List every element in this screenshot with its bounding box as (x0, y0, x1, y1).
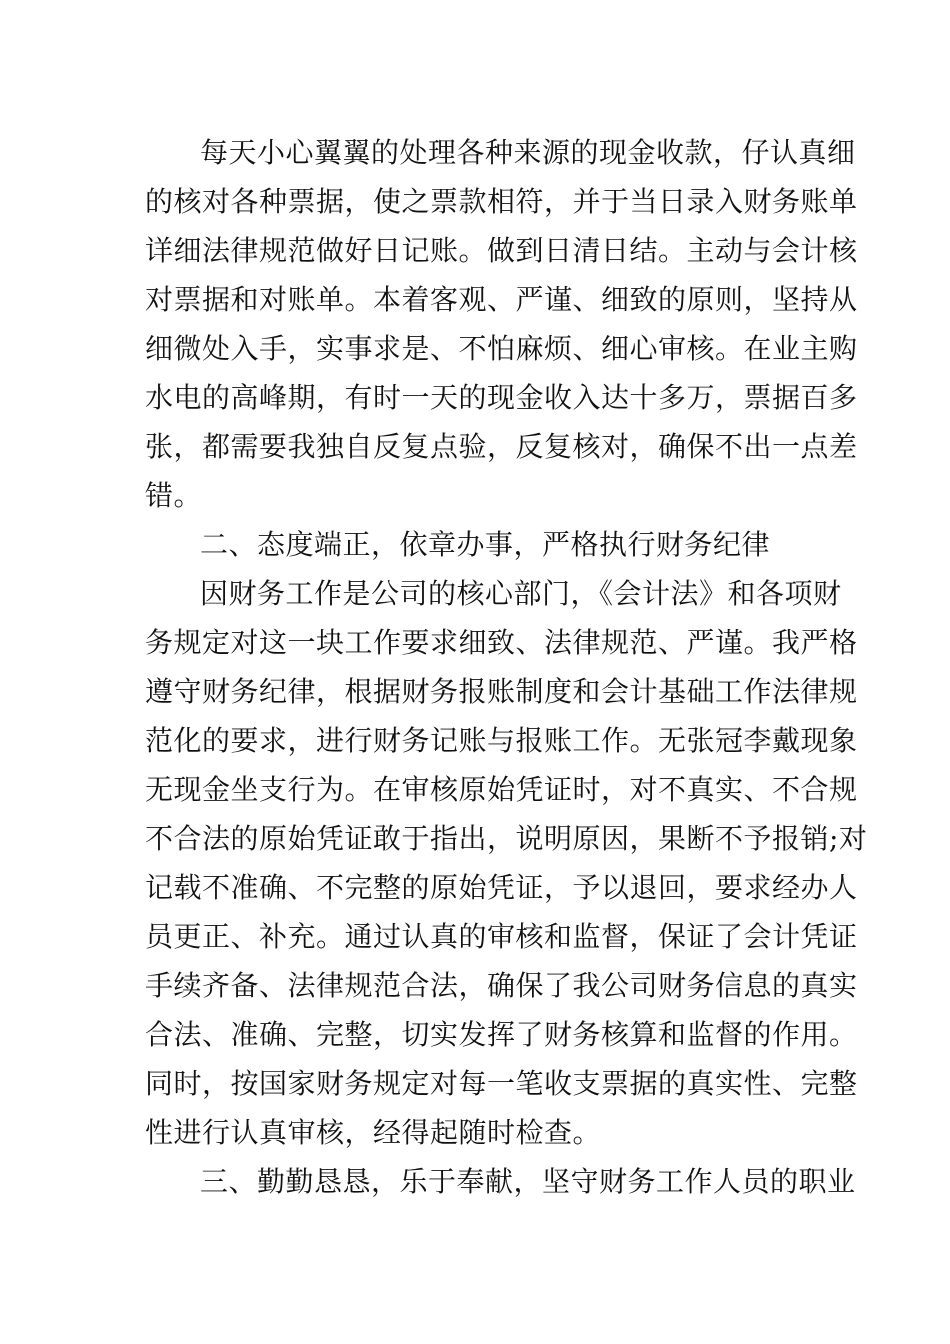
paragraph-1-line-7: 张，都需要我独自反复点验，反复核对，确保不出一点差 (145, 430, 858, 463)
paragraph-2-line-10: 合法、准确、完整，切实发挥了财务核算和监督的作用。 (145, 1018, 858, 1051)
paragraph-2-line-12: 性进行认真审核，经得起随时检查。 (145, 1116, 602, 1149)
paragraph-2-line-5: 无现金坐支行为。在审核原始凭证时，对不真实、不合规 (145, 773, 858, 806)
paragraph-1-line-3: 详细法律规范做好日记账。做到日清日结。主动与会计核 (145, 234, 858, 267)
paragraph-2-line-3: 遵守财务纪律，根据财务报账制度和会计基础工作法律规 (145, 675, 858, 708)
paragraph-1-line-8: 错。 (145, 479, 203, 512)
paragraph-1-line-6: 水电的高峰期，有时一天的现金收入达十多万，票据百多 (145, 381, 858, 414)
paragraph-2-line-6: 不合法的原始凭证敢于指出，说明原因，果断不予报销;对 (145, 822, 868, 855)
paragraph-2-line-9: 手续齐备、法律规范合法，确保了我公司财务信息的真实 (145, 969, 858, 1002)
section-heading-3: 三、勤勤恳恳，乐于奉献，坚守财务工作人员的职业 (200, 1165, 856, 1198)
paragraph-1-line-5: 细微处入手，实事求是、不怕麻烦、细心审核。在业主购 (145, 332, 858, 365)
paragraph-1-line-4: 对票据和对账单。本着客观、严谨、细致的原则，坚持从 (145, 283, 858, 316)
section-heading-2: 二、态度端正，依章办事，严格执行财务纪律 (200, 528, 771, 561)
paragraph-2-line-8: 员更正、补充。通过认真的审核和监督，保证了会计凭证 (145, 920, 858, 953)
paragraph-2-line-1: 因财务工作是公司的核心部门，《会计法》和各项财 (200, 577, 842, 610)
paragraph-2-line-11: 同时，按国家财务规定对每一笔收支票据的真实性、完整 (145, 1067, 858, 1100)
paragraph-1-line-2: 的核对各种票据，使之票款相符，并于当日录入财务账单 (145, 185, 858, 218)
paragraph-1-line-1: 每天小心翼翼的处理各种来源的现金收款，仔认真细 (200, 136, 856, 169)
paragraph-2-line-4: 范化的要求，进行财务记账与报账工作。无张冠李戴现象 (145, 724, 858, 757)
paragraph-2-line-2: 务规定对这一块工作要求细致、法律规范、严谨。我严格 (145, 626, 858, 659)
paragraph-2-line-7: 记载不准确、不完整的原始凭证，予以退回，要求经办人 (145, 871, 858, 904)
